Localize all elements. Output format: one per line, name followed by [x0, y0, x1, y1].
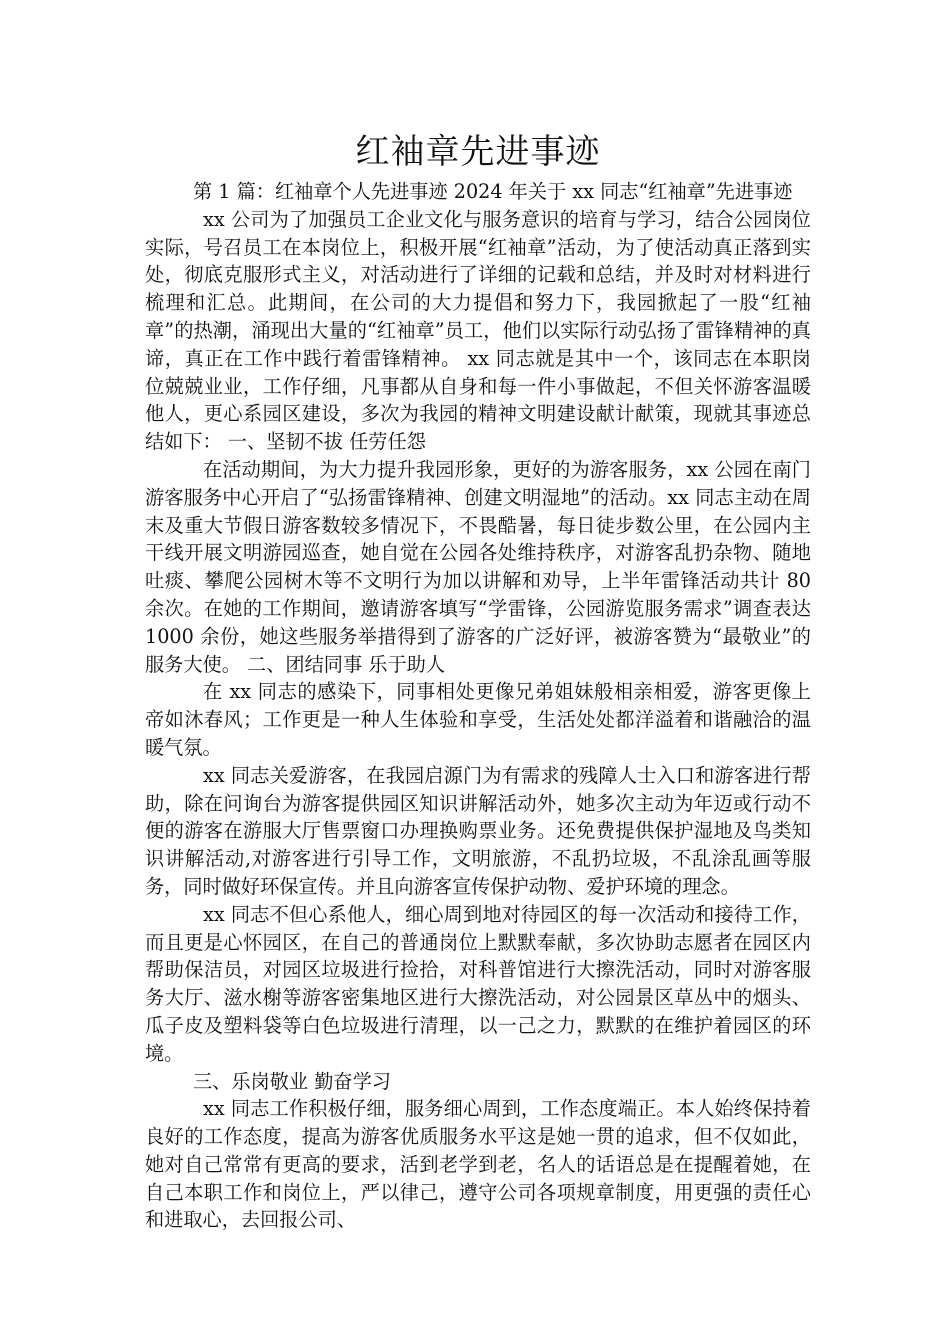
paragraph-section2-care: xx 同志关爱游客，在我园启源门为有需求的残障人士入口和游客进行帮助，除在问询台为游客提供园区知识讲解活动外，她多次主动为年迈或行动不便的游客在游服大厅售票窗口办理换购票业务。还免费提供保护湿地及鸟类知识讲解活动,对游客进行引导工作，文明旅游，不乱扔垃圾，不乱涂乱画等服务，同时做好环保宣传。并且向游客宣传保护动物、爱护环境的理念。 [145, 763, 811, 898]
paragraph-section1: 在活动期间，为大力提升我园形象，更好的为游客服务，xx 公园在南门游客服务中心开启了“弘扬雷锋精神、创建文明湿地”的活动。xx 同志主动在周末及重大节假日游客数较多情况下，不畏酷暑，每日徒步数公里，在公园内主干线开展文明游园巡查，她自觉在公园各处维持秩序，对游客乱扔杂物、随地吐痰、攀爬公园树木等不文明行为加以讲解和劝导，上半年雷锋活动共计 80 余次。在她的工作期间，邀请游客填写“学雷锋，公园游览服务需求”调查表达 1000 余份，她这些服务举措得到了游客的广泛好评，被游客赞为“最敬业”的服务大使。 二、团结同事 乐于助人 [145, 457, 811, 676]
paragraph-intro: xx 公司为了加强员工企业文化与服务意识的培育与学习，结合公园岗位实际，号召员工在本岗位上，积极开展“红袖章”活动，为了使活动真正落到实处，彻底克服形式主义，对活动进行了详细的记载和总结，并及时对材料进行梳理和汇总。此期间，在公司的大力提倡和努力下，我园掀起了一股“红袖章”的热潮，涌现出大量的“红袖章”员工，他们以实际行动弘扬了雷锋精神的真谛，真正在工作中践行着雷锋精神。 xx 同志就是其中一个，该同志在本职岗位兢兢业业，工作仔细，凡事都从自身和每一件小事做起，不但关怀游客温暖他人，更心系园区建设，多次为我园的精神文明建设献计献策，现就其事迹总结如下： 一、坚韧不拔 任劳任怨 [145, 207, 811, 454]
paragraph-section2-intro: 在 xx 同志的感染下，同事相处更像兄弟姐妹般相亲相爱，游客更像上帝如沐春风；工作更是一种人生体验和享受，生活处处都洋溢着和谐融洽的温暖气氛。 [145, 680, 811, 759]
section3-heading: 三、乐岗敬业 勤奋学习 [193, 1069, 391, 1093]
document-subtitle: 第 1 篇：红袖章个人先进事迹 2024 年关于 xx 同志“红袖章”先进事迹 [193, 180, 793, 203]
paragraph-section2-environment: xx 同志不但心系他人，细心周到地对待园区的每一次活动和接待工作，而且更是心怀园区，在自己的普通岗位上默默奉献，多次协助志愿者在园区内帮助保洁员，对园区垃圾进行捡拾，对科普馆进行大擦洗活动，同时对游客服务大厅、滋水榭等游客密集地区进行大擦洗活动，对公园景区草丛中的烟头、瓜子皮及塑料袋等白色垃圾进行清理，以一己之力，默默的在维护着园区的环境。 [145, 902, 811, 1065]
document-page [145, 128, 811, 1234]
paragraph-section3: xx 同志工作积极仔细，服务细心周到，工作态度端正。本人始终保持着良好的工作态度，提高为游客优质服务水平这是她一贯的追求，但不仅如此，她对自己常常有更高的要求，活到老学到老，名人的话语总是在提醒着她，在自己本职工作和岗位上，严以律己，遵守公司各项规章制度，用更强的责任心和进取心，去回报公司、 [145, 1097, 811, 1232]
document-title: 红袖章先进事迹 [355, 132, 601, 172]
